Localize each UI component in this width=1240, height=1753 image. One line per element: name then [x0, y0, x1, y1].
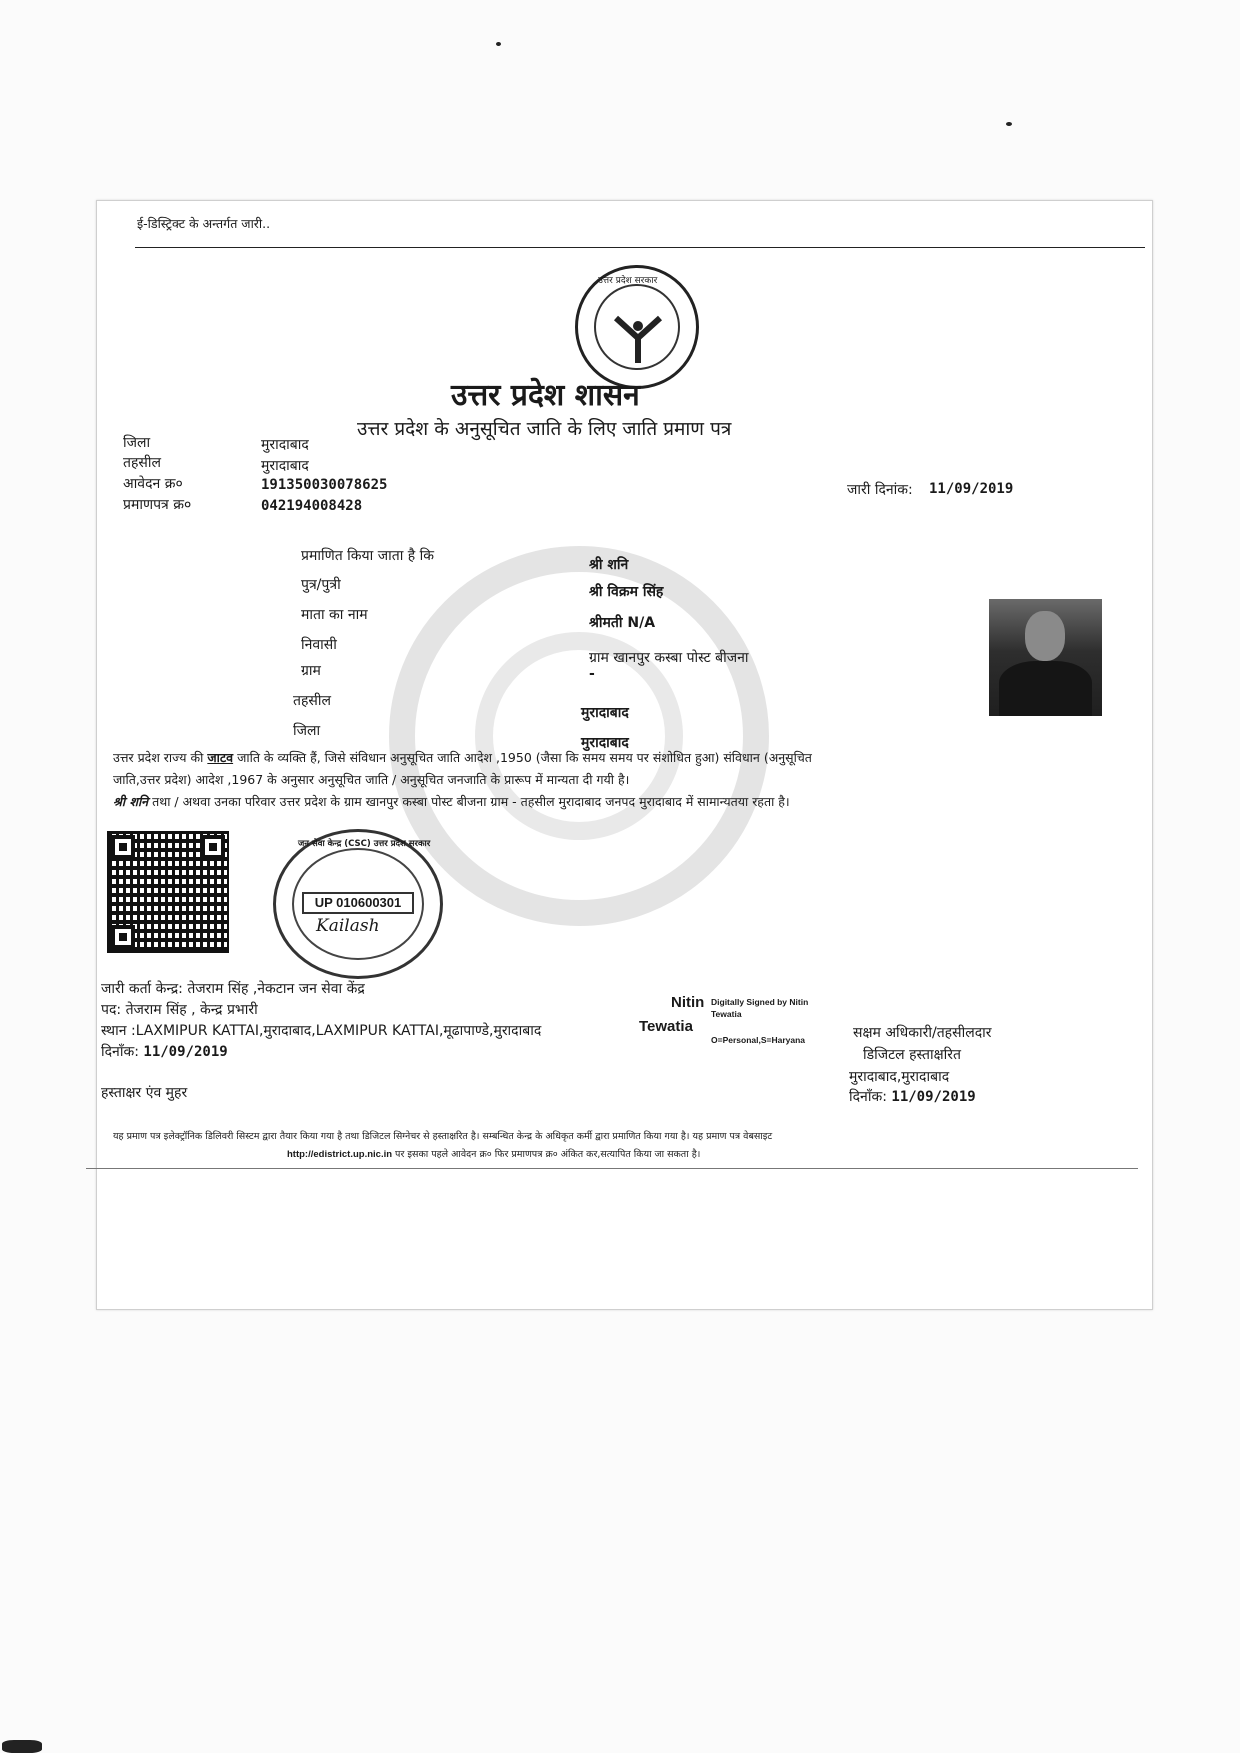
digital-signer-name-2: Tewatia [639, 1018, 693, 1035]
applicant-photo [989, 599, 1102, 716]
sign-and-seal-label: हस्ताक्षर एंव मुहर [101, 1085, 188, 1101]
authority-designation: सक्षम अधिकारी/तहसीलदार [853, 1025, 992, 1041]
son-label: पुत्र/पुत्री [301, 577, 341, 593]
detail-tehsil-label: तहसील [293, 693, 331, 709]
certificate-title: उत्तर प्रदेश के अनुसूचित जाति के लिए जाति प्रमाण पत्र [357, 418, 732, 440]
authority-location: मुरादाबाद,मुरादाबाद [849, 1069, 950, 1085]
scan-speck [2, 1740, 42, 1753]
issued-under-note: ई-डिस्ट्रिक्ट के अन्तर्गत जारी.. [137, 216, 271, 231]
village-value: - [589, 666, 595, 682]
caste-name: जाटव [207, 750, 234, 765]
footer-note-line2: http://edistrict.up.nic.in पर इसका पहले आवेदन क्र० फिर प्रमाणपत्र क्र० अंकित कर,सत्यापित किया जा सकता है। [287, 1149, 701, 1160]
header-rule [135, 247, 1145, 248]
government-title: उत्तर प्रदेश शासन [451, 378, 640, 413]
edistrict-link[interactable]: http://edistrict.up.nic.in [287, 1149, 393, 1160]
resident-label: निवासी [301, 637, 337, 653]
mother-label: माता का नाम [301, 607, 368, 623]
meta-district-value: मुरादाबाद [261, 437, 309, 453]
authority-date: दिनाँक: 11/09/2019 [849, 1089, 976, 1105]
emblem-symbol-icon [578, 268, 698, 388]
meta-application-label: आवेदन क्र० [123, 476, 183, 492]
issuer-place: स्थान :LAXMIPUR KATTAI,मुरादाबाद,LAXMIPUR KATTAI,मूढापाण्डे,मुरादाबाद [101, 1023, 542, 1039]
up-government-emblem-icon [575, 265, 699, 389]
digitally-signed-by: Digitally Signed by Nitin [711, 997, 809, 1007]
detail-district-label: जिला [293, 723, 321, 739]
digitally-signed-by-2: Tewatia [711, 1009, 742, 1019]
footer-note-line1: यह प्रमाण पत्र इलेक्ट्रॉनिक डिलिवरी सिस्टम द्वारा तैयार किया गया है तथा डिजिटल सिग्नेचर से हस्ताक्षरित है। सम्बन्धित केन्द्र के अधिकृत कर्मी द्वारा प्रमाणित किया गया है। यह प्रमाण पत्र वेबसाइट [113, 1131, 773, 1142]
issuer-post: पद: तेजराम सिंह , केन्द्र प्रभारी [101, 1002, 258, 1018]
meta-application-value: 191350030078625 [261, 477, 388, 493]
qr-code [107, 831, 229, 953]
certificate-body-line2: जाति,उत्तर प्रदेश) आदेश ,1967 के अनुसार अनुसूचित जाति / अनुसूचित जनजाति के प्रारूप में मान्यता दी गयी है। [113, 772, 630, 787]
certified-value: श्री शनि [589, 557, 629, 573]
issue-date-label: जारी दिनांक: [847, 482, 913, 498]
detail-tehsil-value: मुरादाबाद [581, 705, 629, 721]
issuer-date: दिनाँक: 11/09/2019 [101, 1044, 228, 1060]
village-label: ग्राम [301, 663, 321, 679]
detail-district-value: मुरादाबाद [581, 735, 629, 751]
certificate-body-line3: श्री शनि तथा / अथवा उनका परिवार उत्तर प्रदेश के ग्राम खानपुर कस्बा पोस्ट बीजना ग्राम - तहसील मुरादाबाद जनपद मुरादाबाद में सामान्यतया रहता है। [113, 794, 790, 809]
certificate-body-line1: उत्तर प्रदेश राज्य की जाटव जाति के व्यक्ति हैं, जिसे संविधान अनुसूचित जाति आदेश ,1950 (जैसा कि समय समय पर संशोधित हुआ) संविधान (अनुसूचित [113, 750, 812, 765]
digital-signer-name-1: Nitin [671, 994, 705, 1011]
scan-speck [1006, 122, 1012, 126]
son-value: श्री विक्रम सिंह [589, 584, 664, 600]
emblem-text: उत्तर प्रदेश सरकार [598, 276, 658, 286]
csc-stamp [273, 829, 443, 979]
certified-label: प्रमाणित किया जाता है कि [301, 548, 435, 564]
mother-value: श्रीमती N/A [589, 615, 656, 631]
resident-value: ग्राम खानपुर कस्बा पोस्ट बीजना [589, 650, 749, 666]
stamp-signature: Kailash [316, 916, 380, 936]
meta-certificate-label: प्रमाणपत्र क्र० [123, 497, 192, 513]
meta-tehsil-value: मुरादाबाद [261, 458, 309, 474]
caste-certificate [96, 200, 1153, 1310]
authority-sign-type: डिजिटल हस्ताक्षरित [863, 1047, 961, 1063]
certificate-bottom-rule [86, 1168, 1138, 1169]
stamp-csc-text: जन सेवा केन्द्र (CSC) उत्तर प्रदेश सरकार [298, 839, 431, 849]
stamp-id: UP 010600301 [302, 892, 414, 914]
meta-certificate-value: 042194008428 [261, 498, 363, 514]
digital-signature-details: O=Personal,S=Haryana [711, 1035, 806, 1045]
meta-tehsil-label: तहसील [123, 455, 161, 471]
emblem-watermark-icon [389, 546, 769, 926]
issue-date-value: 11/09/2019 [929, 481, 1014, 497]
issuer-center: जारी कर्ता केन्द्र: तेजराम सिंह ,नेकटान जन सेवा केंद्र [101, 981, 365, 997]
scan-speck [496, 42, 501, 46]
meta-district-label: जिला [123, 435, 151, 451]
